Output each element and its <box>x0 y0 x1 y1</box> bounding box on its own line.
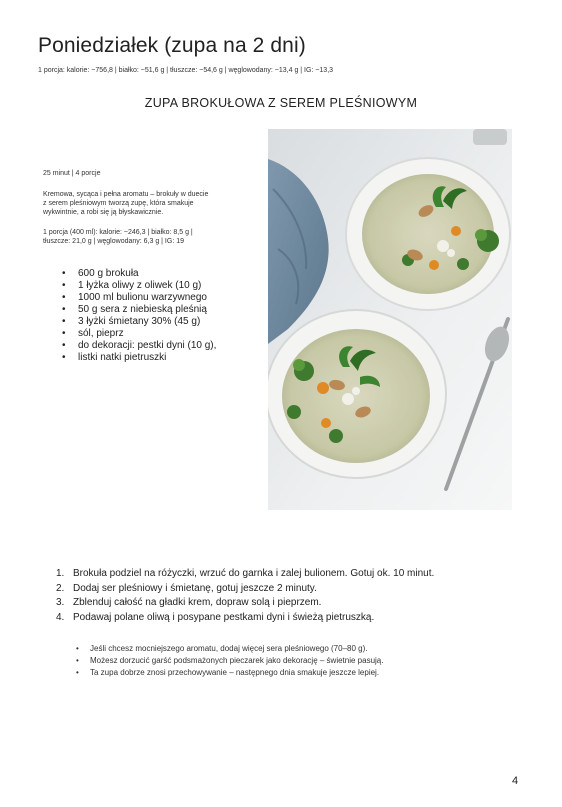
recipe-description <box>43 190 263 217</box>
description-line: wykwintnie, a robi się ją błyskawicznie. <box>43 209 164 216</box>
ingredient-item: • 1000 ml bulionu warzywnego <box>62 292 216 304</box>
ingredient-item: • 3 łyżki śmietany 30% (45 g) <box>62 316 216 328</box>
ingredient-item: • sól, pieprz <box>62 328 216 340</box>
ingredient-item: • 50 g sera z niebieską pleśnią <box>62 304 216 316</box>
portion-line: 1 porcja (400 ml): kalorie: ~246,3 | białko: 8,5 g | <box>43 229 193 236</box>
step-text: Brokuła podziel na różyczki, wrzuć do garnka i zalej bulionem. Gotuj ok. 10 minut. <box>73 568 435 579</box>
description-line: Kremowa, sycąca i pełna aromatu – brokuły w duecie <box>43 191 209 198</box>
recipe-title: ZUPA BROKUŁOWA Z SEREM PLEŚNIOWYM <box>144 96 418 110</box>
step-number: 4. <box>56 611 65 623</box>
ingredients-list <box>62 268 216 364</box>
day-macros: 1 porcja: kalorie: ~756,8 | białko: ~51,6 g | tłuszcze: ~54,6 g | węglowodany: ~13,4 g | IG: ~13,3 <box>38 67 334 74</box>
page-number: 4 <box>512 775 519 787</box>
instructions-list <box>56 567 434 625</box>
instruction-step <box>56 567 434 582</box>
step-text: Zblenduj całość na gładki krem, dopraw solą i pieprzem. <box>73 597 322 608</box>
page-title: Poniedziałek (zupa na 2 dni) <box>38 34 306 57</box>
tip-item: • Ta zupa dobrze znosi przechowywanie – następnego dnia smakuje jeszcze lepiej. <box>76 667 383 679</box>
tip-item: • Możesz dorzucić garść podsmażonych pieczarek jako dekorację – świetnie pasują. <box>76 655 383 667</box>
tips-list <box>76 643 383 679</box>
step-number: 2. <box>56 582 65 594</box>
step-number: 1. <box>56 568 65 579</box>
ingredient-item: • listki natki pietruszki <box>62 352 216 364</box>
instruction-step <box>56 611 434 626</box>
description-line: z serem pleśniowym tworzą zupę, która smakuje <box>43 200 194 207</box>
portion-nutrition <box>43 228 263 246</box>
ingredient-item: • 1 łyżka oliwy z oliwek (10 g) <box>62 280 216 292</box>
step-number: 3. <box>56 597 65 608</box>
ingredient-item: • do dekoracji: pestki dyni (10 g), <box>62 340 216 352</box>
soup-photo <box>268 129 512 510</box>
recipe-meta: 25 minut | 4 porcje <box>43 170 101 177</box>
portion-line: tłuszcze: 21,0 g | węglowodany: 6,3 g | IG: 19 <box>43 238 184 245</box>
step-text: Podawaj polane oliwą i posypane pestkami dyni i świeżą pietruszką. <box>73 611 375 623</box>
ingredient-item: • 600 g brokuła <box>62 268 216 280</box>
tip-item: • Jeśli chcesz mocniejszego aromatu, dodaj więcej sera pleśniowego (70–80 g). <box>76 643 383 655</box>
instruction-step <box>56 582 434 597</box>
instruction-step <box>56 596 434 611</box>
soup-photo-illustration <box>268 129 512 510</box>
step-text: Dodaj ser pleśniowy i śmietanę, gotuj jeszcze 2 minuty. <box>73 582 317 594</box>
